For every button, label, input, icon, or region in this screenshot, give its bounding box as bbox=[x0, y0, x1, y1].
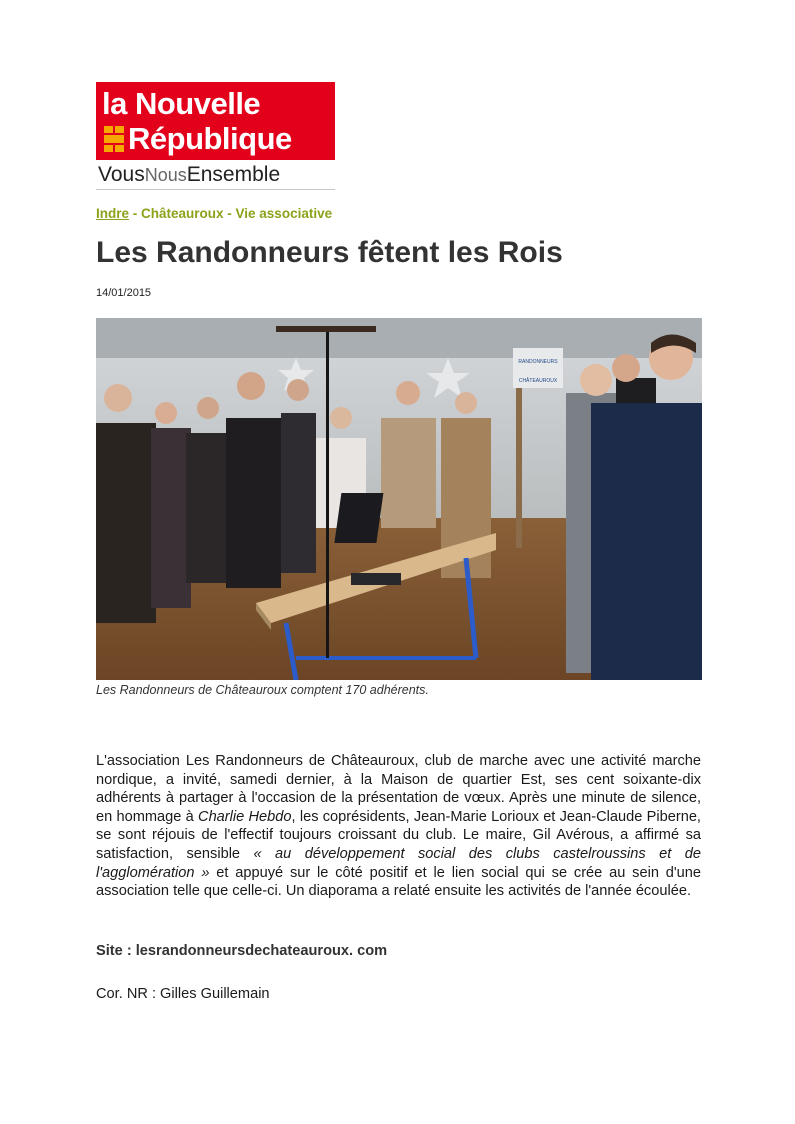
article-text-quote: « au développement social des clubs castelroussins et de l'agglomération » bbox=[96, 845, 701, 881]
poster-text-2: CHÂTEAUROUX bbox=[518, 378, 558, 384]
breadcrumb-rest: - Châteauroux - Vie associative bbox=[129, 206, 333, 221]
breadcrumb bbox=[96, 206, 332, 221]
club-website: Site : lesrandonneursdechateauroux. com bbox=[96, 943, 388, 959]
article-title: Les Randonneurs fêtent les Rois bbox=[96, 236, 563, 269]
author-credit: Cor. NR : Gilles Guillemain bbox=[96, 986, 270, 1002]
breadcrumb-link-indre[interactable]: Indre bbox=[96, 206, 130, 221]
logo-tag-nous: Nous bbox=[144, 165, 187, 185]
article-date: 14/01/2015 bbox=[96, 287, 152, 299]
logo-text-line2: République bbox=[128, 121, 292, 156]
newspaper-logo bbox=[96, 82, 336, 192]
photo-scene bbox=[96, 318, 702, 680]
article-text-2: , les coprésidents, Jean-Marie Lorioux et Jean-Claude Piberne, se sont réjouis de l'effectif toujours croissant du club. Le maire, Gil Avérous, a affirmé sa satisfaction, sensible bbox=[96, 808, 701, 862]
logo-text-line1: la Nouvelle bbox=[102, 86, 261, 121]
logo-divider bbox=[96, 189, 335, 190]
logo-tag-ensemble: Ensemble bbox=[186, 163, 281, 186]
logo-tag-vous: Vous bbox=[98, 163, 145, 186]
poster-text-1: RANDONNEURS bbox=[518, 359, 558, 365]
article-photo bbox=[96, 318, 702, 680]
article-text-1: L'association Les Randonneurs de Châteauroux, club de marche avec une activité marche nordique, a invité, samedi dernier, à la Maison de quartier Est, ses cent soixante-dix adhérents à partager à l'occasion de la présentation de vœux. Après une minute de silence, en hommage à bbox=[96, 753, 701, 825]
article-text-charlie: Charlie Hebdo bbox=[198, 808, 292, 825]
article-body bbox=[96, 752, 701, 901]
logo-mark-icon bbox=[104, 126, 124, 152]
photo-caption: Les Randonneurs de Châteauroux comptent 170 adhérents. bbox=[96, 683, 429, 697]
logo-tagline bbox=[98, 163, 280, 187]
article-text-3: et appuyé sur le côté positif et le lien social qui se crée au sein d'une association telle que celle-ci. Un diaporama a relaté ensuite les activités de l'année écoulée. bbox=[96, 864, 701, 900]
